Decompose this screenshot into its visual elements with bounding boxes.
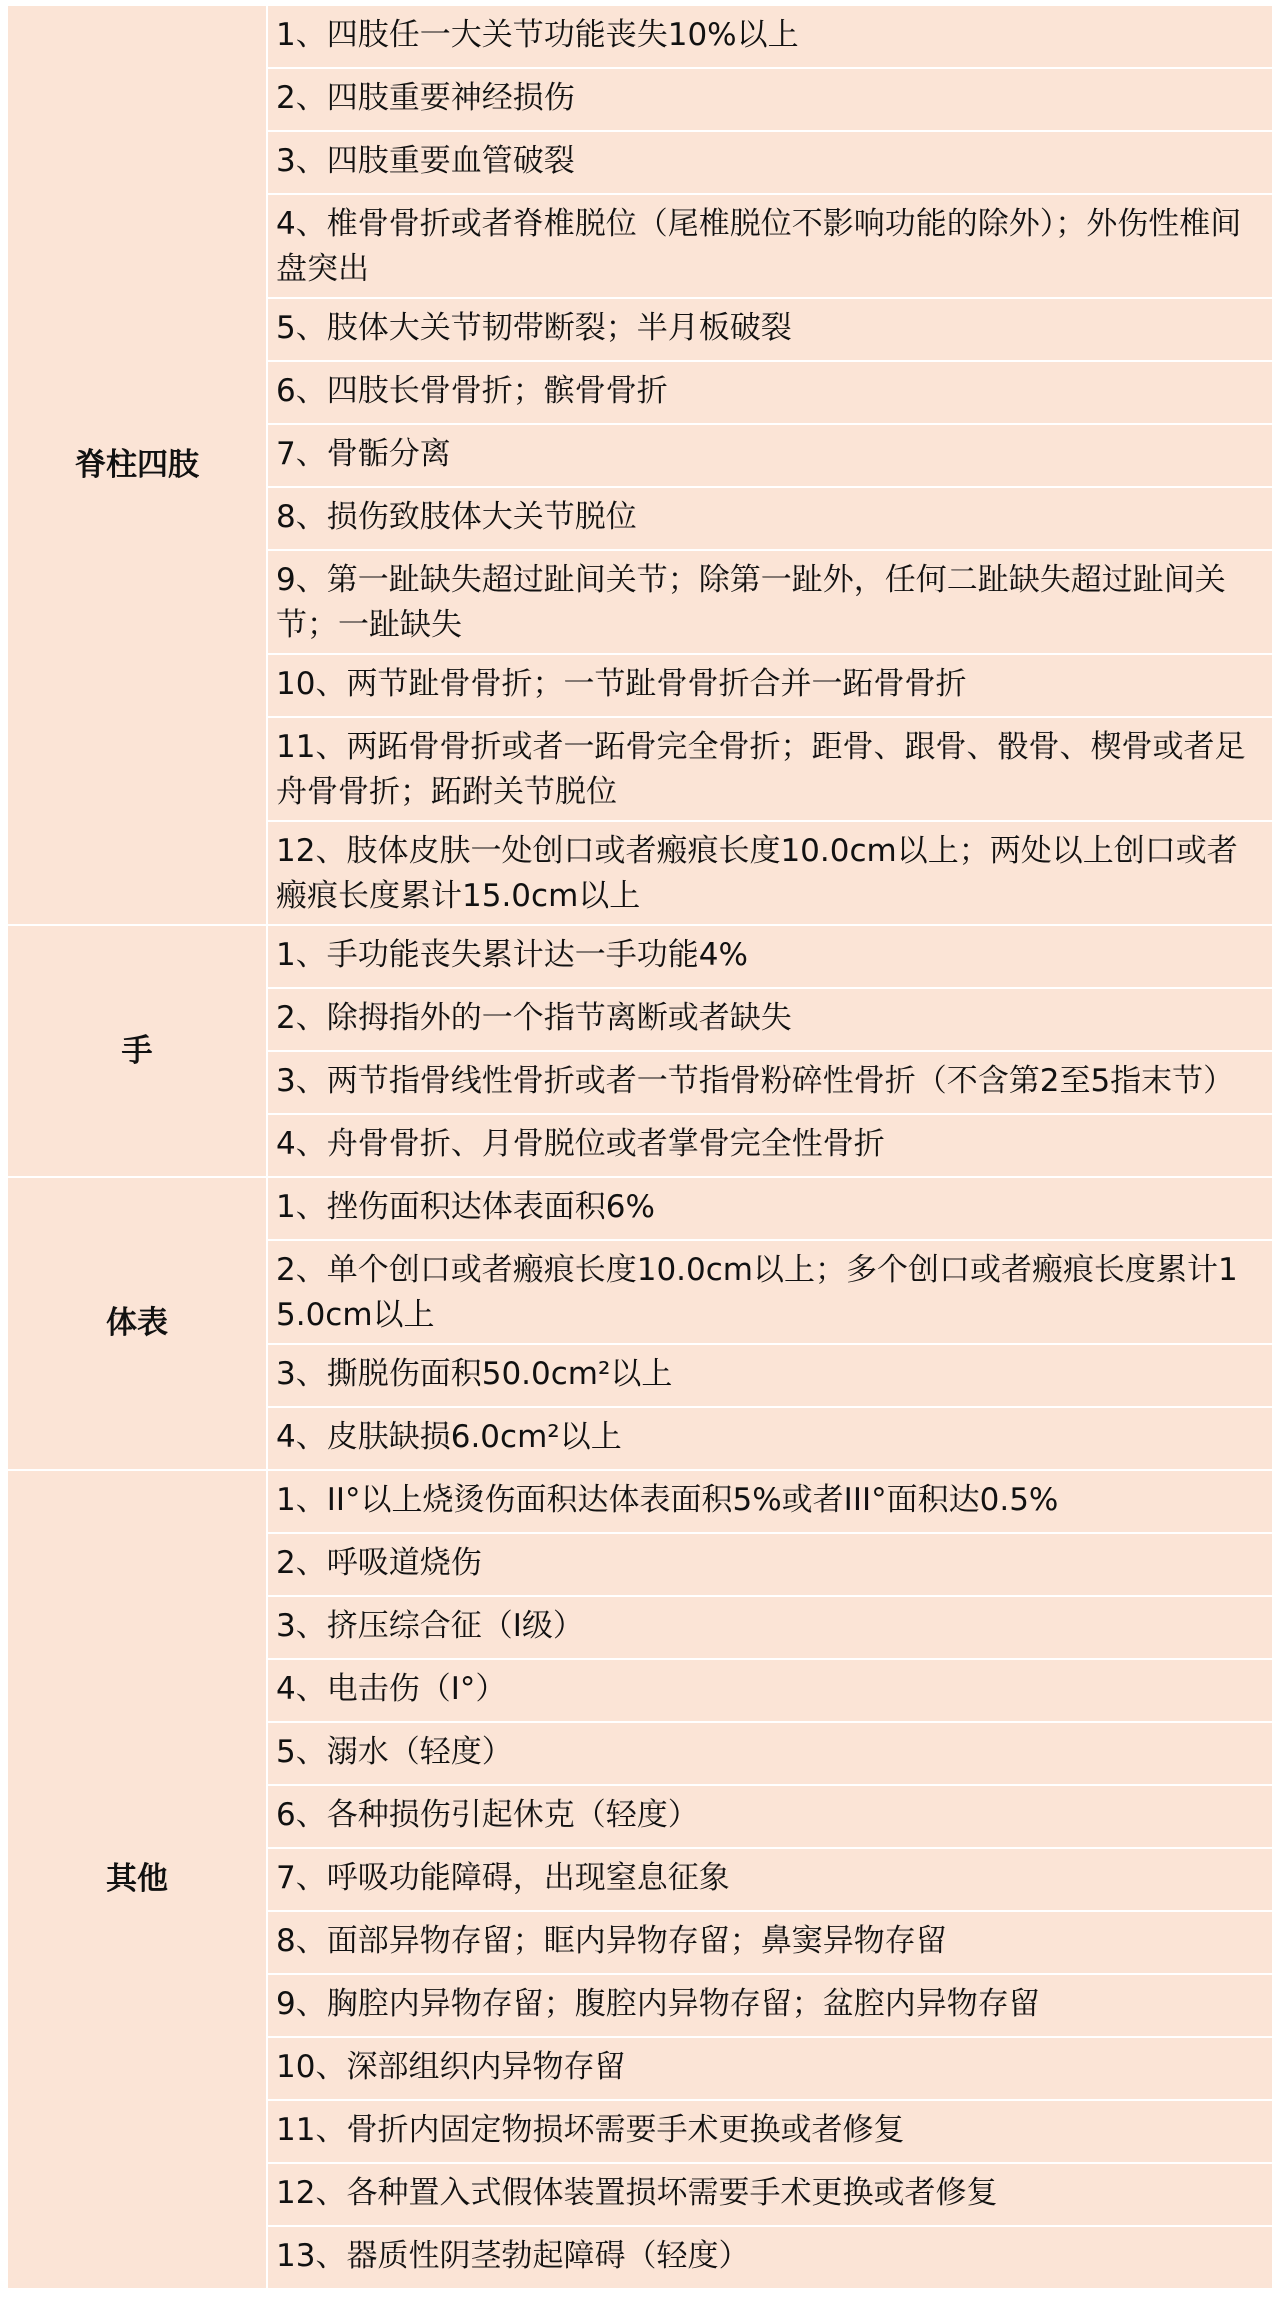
injury-item-cell: 9、胸腔内异物存留；腹腔内异物存留；盆腔内异物存留 xyxy=(267,1974,1273,2037)
injury-item-cell: 12、各种置入式假体装置损坏需要手术更换或者修复 xyxy=(267,2163,1273,2226)
injury-item-cell: 4、舟骨骨折、月骨脱位或者掌骨完全性骨折 xyxy=(267,1114,1273,1177)
category-cell-spine-limbs: 脊柱四肢 xyxy=(7,5,267,925)
injury-item-cell: 1、II°以上烧烫伤面积达体表面积5%或者III°面积达0.5% xyxy=(267,1470,1273,1533)
injury-item-cell: 10、两节趾骨骨折；一节趾骨骨折合并一跖骨骨折 xyxy=(267,654,1273,717)
injury-item-cell: 2、除拇指外的一个指节离断或者缺失 xyxy=(267,988,1273,1051)
injury-item-cell: 5、溺水（轻度） xyxy=(267,1722,1273,1785)
table-row xyxy=(7,1470,1273,1533)
category-cell-other: 其他 xyxy=(7,1470,267,2289)
injury-item-cell: 1、挫伤面积达体表面积6% xyxy=(267,1177,1273,1240)
injury-item-cell: 8、损伤致肢体大关节脱位 xyxy=(267,487,1273,550)
injury-item-cell: 2、呼吸道烧伤 xyxy=(267,1533,1273,1596)
injury-item-cell: 3、四肢重要血管破裂 xyxy=(267,131,1273,194)
injury-item-cell: 7、骨骺分离 xyxy=(267,424,1273,487)
injury-item-cell: 4、椎骨骨折或者脊椎脱位（尾椎脱位不影响功能的除外）；外伤性椎间盘突出 xyxy=(267,194,1273,298)
injury-item-cell: 3、挤压综合征（I级） xyxy=(267,1596,1273,1659)
injury-item-cell: 2、四肢重要神经损伤 xyxy=(267,68,1273,131)
injury-item-cell: 8、面部异物存留；眶内异物存留；鼻窦异物存留 xyxy=(267,1911,1273,1974)
injury-item-cell: 11、两跖骨骨折或者一跖骨完全骨折；距骨、跟骨、骰骨、楔骨或者足舟骨骨折；跖跗关节脱位 xyxy=(267,717,1273,821)
category-cell-hand: 手 xyxy=(7,925,267,1177)
injury-item-cell: 1、手功能丧失累计达一手功能4% xyxy=(267,925,1273,988)
injury-item-cell: 6、四肢长骨骨折；髌骨骨折 xyxy=(267,361,1273,424)
injury-item-cell: 5、肢体大关节韧带断裂；半月板破裂 xyxy=(267,298,1273,361)
injury-item-cell: 10、深部组织内异物存留 xyxy=(267,2037,1273,2100)
injury-item-cell: 13、器质性阴茎勃起障碍（轻度） xyxy=(267,2226,1273,2289)
injury-item-cell: 4、电击伤（Ⅰ°） xyxy=(267,1659,1273,1722)
injury-item-cell: 12、肢体皮肤一处创口或者瘢痕长度10.0cm以上；两处以上创口或者瘢痕长度累计15.0cm以上 xyxy=(267,821,1273,925)
injury-item-cell: 1、四肢任一大关节功能丧失10%以上 xyxy=(267,5,1273,68)
injury-item-cell: 3、撕脱伤面积50.0cm²以上 xyxy=(267,1344,1273,1407)
injury-item-cell: 3、两节指骨线性骨折或者一节指骨粉碎性骨折（不含第2至5指末节） xyxy=(267,1051,1273,1114)
table-row xyxy=(7,1177,1273,1240)
injury-item-cell: 2、单个创口或者瘢痕长度10.0cm以上；多个创口或者瘢痕长度累计15.0cm以上 xyxy=(267,1240,1273,1344)
table-row xyxy=(7,925,1273,988)
injury-item-cell: 4、皮肤缺损6.0cm²以上 xyxy=(267,1407,1273,1470)
injury-item-cell: 11、骨折内固定物损坏需要手术更换或者修复 xyxy=(267,2100,1273,2163)
table-row xyxy=(7,5,1273,68)
category-cell-body-surface: 体表 xyxy=(7,1177,267,1470)
injury-item-cell: 7、呼吸功能障碍，出现窒息征象 xyxy=(267,1848,1273,1911)
table-body xyxy=(7,5,1273,2289)
injury-classification-sheet xyxy=(6,4,1274,2290)
injury-item-cell: 6、各种损伤引起休克（轻度） xyxy=(267,1785,1273,1848)
injury-item-cell: 9、第一趾缺失超过趾间关节；除第一趾外，任何二趾缺失超过趾间关节；一趾缺失 xyxy=(267,550,1273,654)
injury-classification-table xyxy=(6,4,1274,2290)
